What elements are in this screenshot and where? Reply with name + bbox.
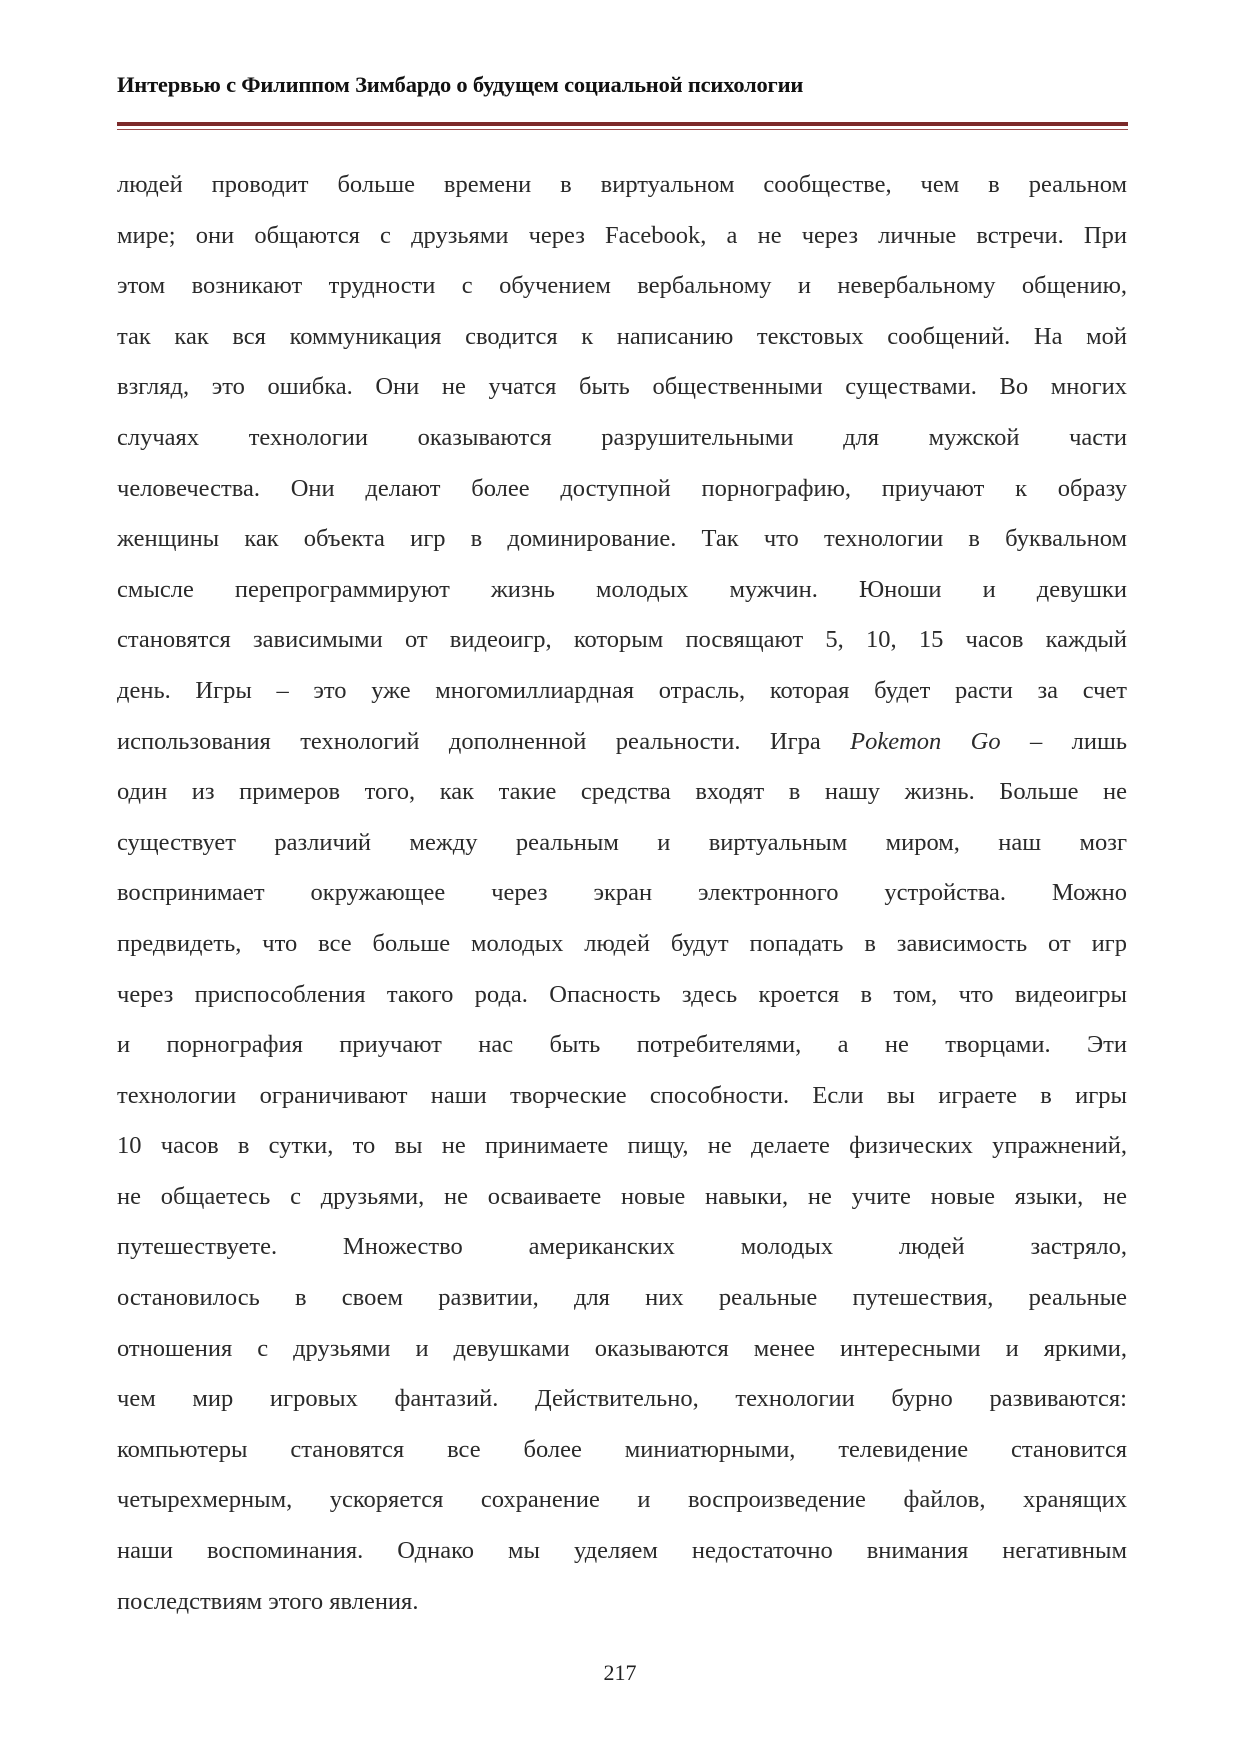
text-line <box>117 970 1127 1021</box>
text-line <box>117 160 1127 211</box>
text-segment: день. Игры – это уже многомиллиардная отрасль, которая будет расти за счет <box>117 676 1127 704</box>
text-segment: остановилось в своем развитии, для них реальные путешествия, реальные <box>117 1284 1127 1312</box>
text-segment: через приспособления такого рода. Опасность здесь кроется в том, что видеоигры <box>117 980 1127 1008</box>
text-line <box>117 1273 1127 1324</box>
text-line <box>117 717 1127 768</box>
text-segment: и порнография приучают нас быть потребителями, а не творцами. Эти <box>117 1031 1127 1059</box>
header-rule-thin <box>117 129 1128 130</box>
text-segment: наши воспоминания. Однако мы уделяем недостаточно внимания негативным <box>117 1537 1127 1565</box>
header-rule-thick <box>117 122 1128 126</box>
text-segment: предвидеть, что все больше молодых людей будут попадать в зависимость от игр <box>117 929 1127 957</box>
text-segment: мире; они общаются с друзьями через Facebook, а не через личные встречи. При <box>117 221 1127 249</box>
text-line <box>117 767 1127 818</box>
text-segment: один из примеров того, как такие средства входят в нашу жизнь. Больше не <box>117 778 1127 806</box>
text-segment: этом возникают трудности с обучением вербальному и невербальному общению, <box>117 272 1127 300</box>
text-line <box>117 1475 1127 1526</box>
text-line <box>117 261 1127 312</box>
text-line <box>117 919 1127 970</box>
text-line <box>117 1374 1127 1425</box>
text-segment: технологии ограничивают наши творческие способности. Если вы играете в игры <box>117 1081 1127 1109</box>
text-line <box>117 312 1127 363</box>
text-line <box>117 615 1127 666</box>
text-segment: женщины как объекта игр в доминирование. Так что технологии в буквальном <box>117 525 1127 553</box>
text-line <box>117 1222 1127 1273</box>
text-segment: путешествуете. Множество американских молодых людей застряло, <box>117 1233 1127 1261</box>
text-segment: смысле перепрограммируют жизнь молодых мужчин. Юноши и девушки <box>117 575 1127 603</box>
text-segment: последствиям этого явления. <box>117 1587 419 1615</box>
text-line <box>117 868 1127 919</box>
text-segment: так как вся коммуникация сводится к написанию текстовых сообщений. На мой <box>117 322 1127 350</box>
text-segment: использования технологий дополненной реальности. Игра <box>117 727 851 755</box>
text-segment: людей проводит больше времени в виртуальном сообществе, чем в реальном <box>117 171 1127 198</box>
text-line <box>117 1526 1127 1577</box>
text-line <box>117 1020 1127 1071</box>
text-line <box>117 413 1127 464</box>
text-line <box>117 565 1127 616</box>
text-line <box>117 1071 1127 1122</box>
text-line <box>117 1121 1127 1172</box>
text-line <box>117 211 1127 262</box>
body-paragraph <box>117 160 1127 1627</box>
text-line <box>117 1425 1127 1476</box>
text-segment: существует различий между реальным и виртуальным миром, наш мозг <box>117 828 1127 856</box>
page-number: 217 <box>603 1660 637 1685</box>
text-segment: случаях технологии оказываются разрушительными для мужской части <box>117 423 1127 451</box>
text-line <box>117 666 1127 717</box>
text-line <box>117 818 1127 869</box>
italic-title: Pokemon Go <box>850 727 1001 755</box>
text-line <box>117 464 1127 515</box>
text-line <box>117 1577 1127 1628</box>
text-segment: – лишь <box>1000 727 1127 755</box>
text-line <box>117 514 1127 565</box>
text-segment: чем мир игровых фантазий. Действительно, технологии бурно развиваются: <box>117 1385 1127 1413</box>
text-segment: становятся зависимыми от видеоигр, которым посвящают 5, 10, 15 часов каждый <box>117 626 1127 654</box>
text-line <box>117 1324 1127 1375</box>
text-segment: 10 часов в сутки, то вы не принимаете пищу, не делаете физических упражнений, <box>117 1132 1127 1160</box>
text-segment: взгляд, это ошибка. Они не учатся быть общественными существами. Во многих <box>117 373 1127 401</box>
text-segment: не общаетесь с друзьями, не осваиваете новые навыки, не учите новые языки, не <box>117 1182 1127 1210</box>
text-line <box>117 362 1127 413</box>
text-segment: человечества. Они делают более доступной порнографию, приучают к образу <box>117 474 1127 502</box>
text-line <box>117 1172 1127 1223</box>
running-header: Интервью с Филиппом Зимбардо о будущем социальной психологии <box>117 72 804 97</box>
text-segment: четырехмерным, ускоряется сохранение и воспроизведение файлов, хранящих <box>117 1486 1127 1514</box>
text-segment: компьютеры становятся все более миниатюрными, телевидение становится <box>117 1435 1127 1463</box>
text-segment: отношения с друзьями и девушками оказываются менее интересными и яркими, <box>117 1334 1127 1362</box>
text-segment: воспринимает окружающее через экран электронного устройства. Можно <box>117 879 1127 907</box>
